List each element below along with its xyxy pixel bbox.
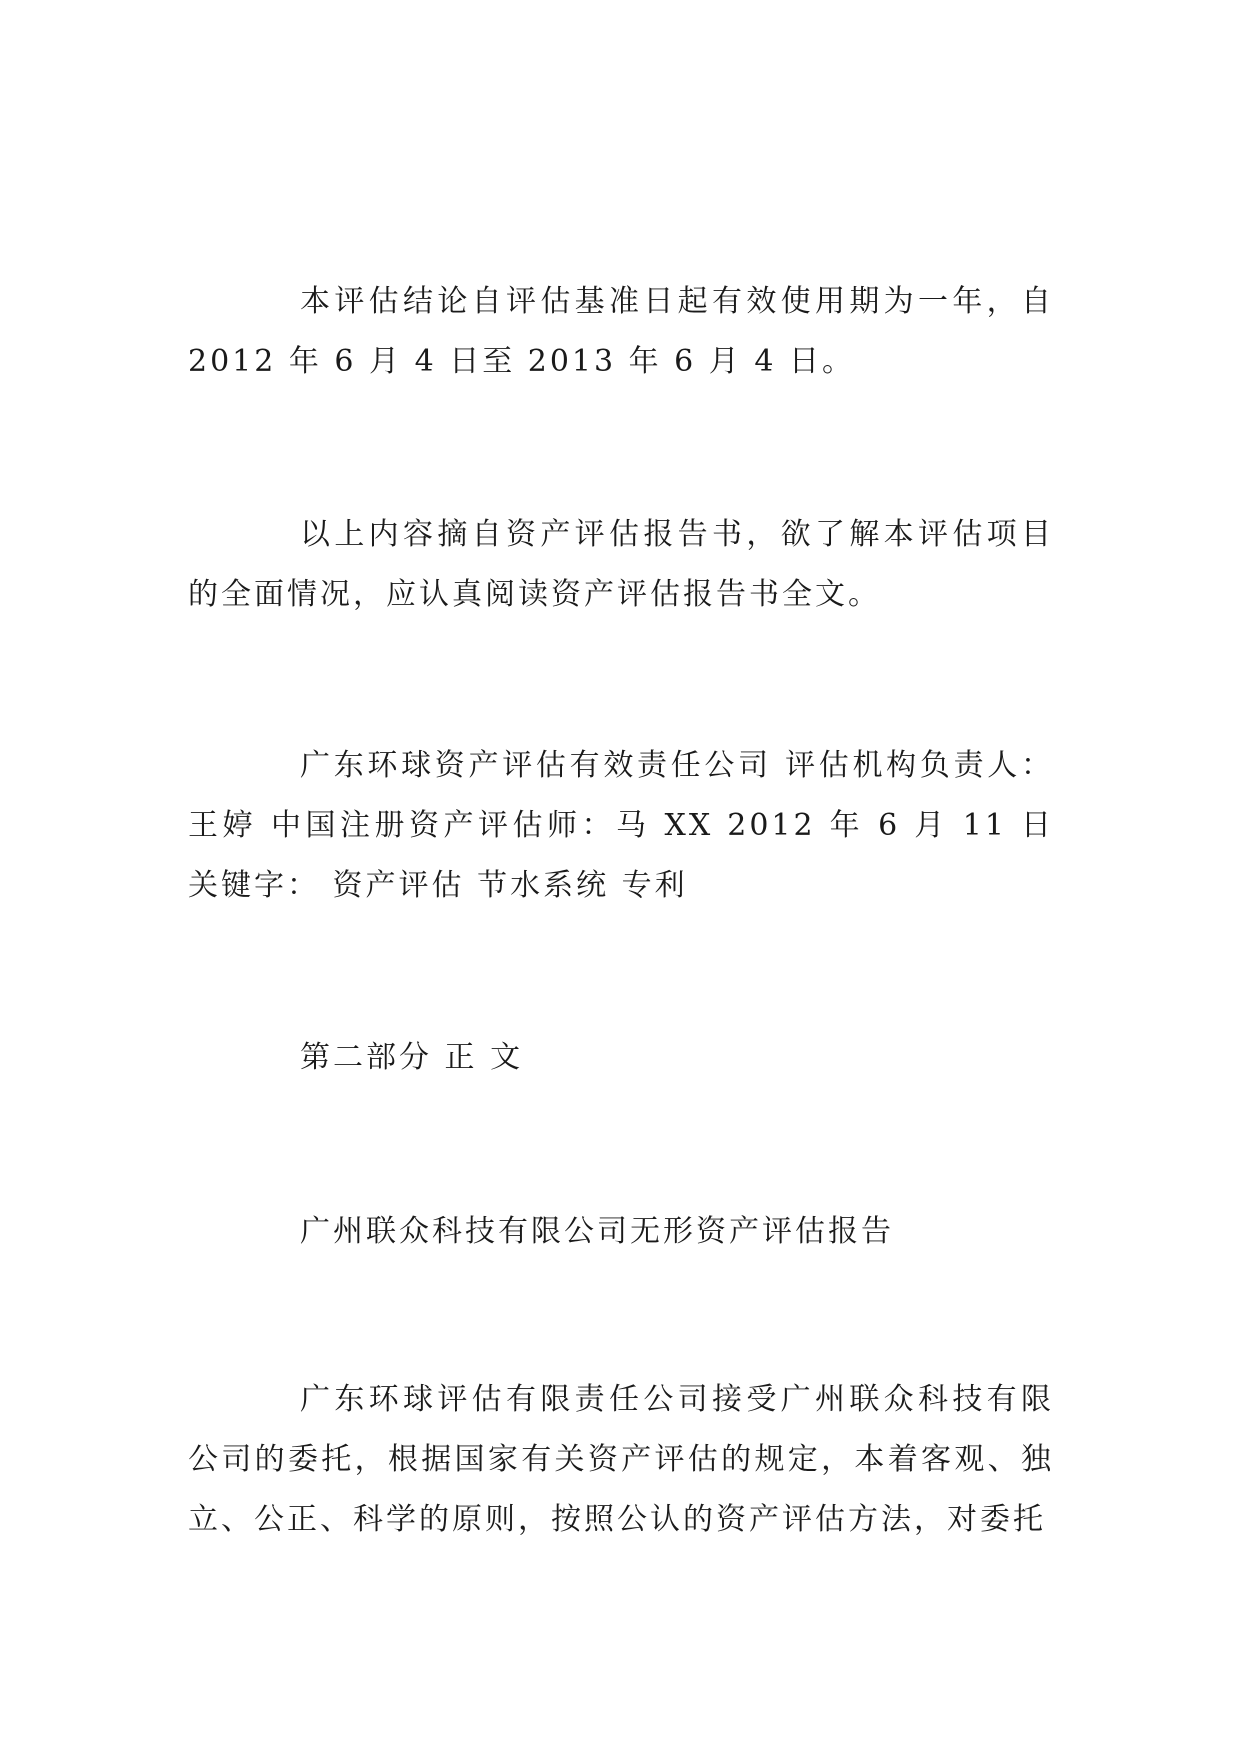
part-two-heading: 第二部分 正 文	[300, 1040, 524, 1075]
excerpt-note-paragraph: 以上内容摘自资产评估报告书，欲了解本评估项目的全面情况，应认真阅读资产评估报告书全文。	[188, 517, 1054, 612]
signature-paragraph: 广东环球资产评估有效责任公司 评估机构负责人：王婷 中国注册资产评估师：马 XX 2012 年 6 月 11 日 关键字： 资产评估 节水系统 专利	[188, 748, 1054, 903]
validity-paragraph: 本评估结论自评估基准日起有效使用期为一年，自 2012 年 6 月 4 日至 2013 年 6 月 4 日。	[188, 284, 1054, 379]
body-intro-paragraph: 广东环球评估有限责任公司接受广州联众科技有限公司的委托，根据国家有关资产评估的规定，本着客观、独立、公正、科学的原则，按照公认的资产评估方法，对委托	[188, 1382, 1054, 1537]
report-title: 广州联众科技有限公司无形资产评估报告	[300, 1214, 894, 1249]
